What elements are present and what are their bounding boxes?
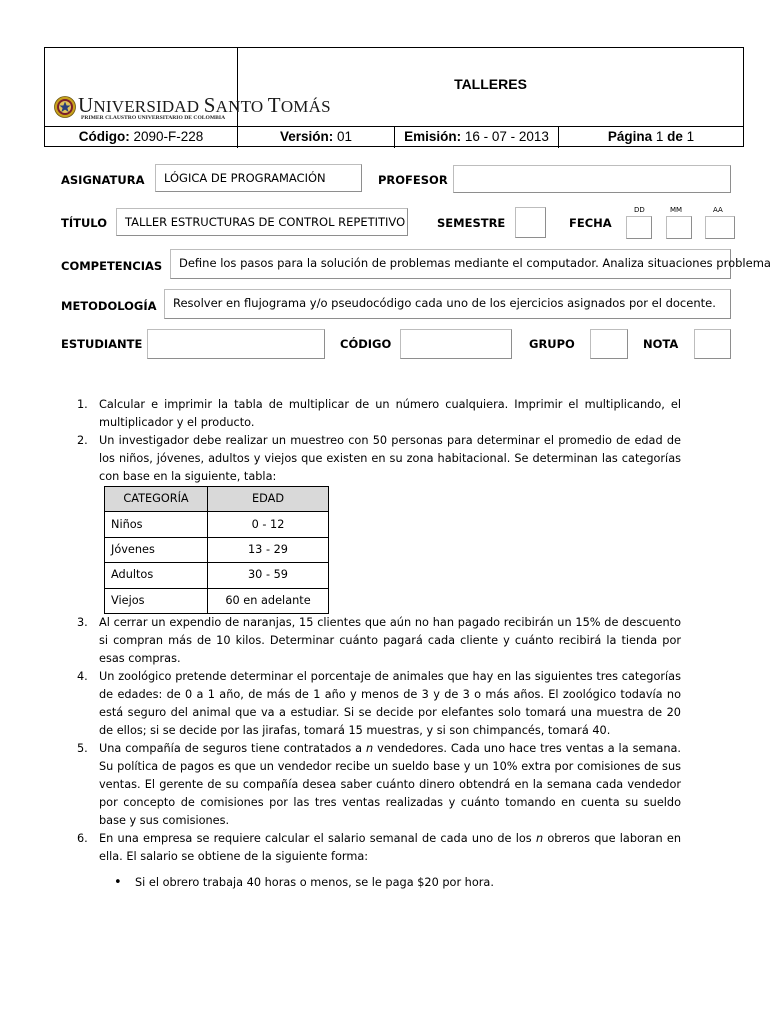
table-cell-age: 0 - 12 xyxy=(208,512,329,537)
header-title-cell xyxy=(238,48,743,126)
table-row xyxy=(105,512,329,537)
university-logo xyxy=(45,48,331,126)
codigo-label: CÓDIGO xyxy=(340,337,392,351)
bullet-icon: • xyxy=(114,874,122,890)
version-cell: Versión: 01 xyxy=(238,127,395,148)
asignatura-field[interactable]: LÓGICA DE PROGRAMACIÓN xyxy=(155,164,362,192)
exercise-6: 6. En una empresa se requiere calcular el salario semanal de cada uno de los n obreros que laboran en ella. El salario se obtiene de la siguiente forma: xyxy=(77,831,682,863)
codigo-field[interactable] xyxy=(400,329,512,359)
nota-label: NOTA xyxy=(643,337,679,351)
exercise-2-text: Un investigador debe realizar un muestreo con 50 personas para determinar el promedio de edad de los niños, jóvenes, adultos y viejos que existen en su zona habitacional. Se determinan las categorías con base en la siguiente, tabla: xyxy=(99,434,681,483)
fecha-mm-field[interactable] xyxy=(666,216,692,239)
table-cell-category: Adultos xyxy=(105,563,208,588)
semestre-label: SEMESTRE xyxy=(437,216,506,230)
table-cell-category: Viejos xyxy=(105,588,208,613)
table-cell-age: 60 en adelante xyxy=(208,588,329,613)
salary-rule-bullet xyxy=(77,874,681,892)
exercise-4-text: Un zoológico pretende determinar el porcentaje de animales que hay en las siguientes tres categorías de edades: de 0 a 1 año, de más de 1 año y menos de 3 y de 3 o más años. El zoológico todavía no está seguro del animal que va a estudiar. Si se decide por elefantes solo tomará una muestra de 20 de ellos; si se decide por las jirafas, tomará 15 muestras, y si son chimpancés, tomará 40. xyxy=(99,669,681,737)
fecha-aa-label: AA xyxy=(713,206,723,214)
table-header-edad: EDAD xyxy=(208,487,329,512)
competencias-field[interactable]: Define los pasos para la solución de problemas mediante el computador. Analiza situaciones problema xyxy=(170,249,731,279)
fecha-aa-field[interactable] xyxy=(705,216,735,239)
age-category-table xyxy=(104,486,329,614)
document-header xyxy=(44,47,744,147)
semestre-field[interactable] xyxy=(515,207,546,238)
header-info-row xyxy=(45,126,743,148)
codigo-cell: Código: 2090-F-228 xyxy=(45,127,238,148)
fecha-label: FECHA xyxy=(569,216,612,230)
variable-n: n xyxy=(535,831,544,845)
document-title: TALLERES xyxy=(454,76,527,92)
table-cell-age: 30 - 59 xyxy=(208,563,329,588)
estudiante-field[interactable] xyxy=(147,329,325,359)
estudiante-label: ESTUDIANTE xyxy=(61,337,143,351)
table-cell-category: Jóvenes xyxy=(105,537,208,562)
fecha-dd-label: DD xyxy=(634,206,645,214)
exercise-4: 4. Un zoológico pretende determinar el porcentaje de animales que hay en las siguientes tres categorías de edades: de 0 a 1 año, de más de 1 año y menos de 3 y de 3 o más años. El zoológico todavía no está seguro del animal que va a estudiar. Si se decide por elefantes solo tomará una muestra de 20 de ellos; si se decide por las jirafas, tomará 15 muestras, y si son chimpancés, tomará 40. xyxy=(77,669,681,737)
table-row xyxy=(105,563,329,588)
pagina-cell: Página 1 de 1 xyxy=(607,129,695,144)
exercise-3: 3. Al cerrar un expendio de naranjas, 15 clientes que aún no han pagado recibirán un 15% de descuento si compran más de 10 kilos. Determinar cuánto pagará cada cliente y cuánto recibirá la tienda por esas compras. xyxy=(77,615,681,665)
table-row xyxy=(105,588,329,613)
exercise-1: 1. Calcular e imprimir la tabla de multiplicar de un número cualquiera. Imprimir el multiplicando, el multiplicador y el producto. xyxy=(77,398,681,429)
nota-field[interactable] xyxy=(694,329,731,359)
fecha-dd-field[interactable] xyxy=(626,216,652,239)
competencias-label: COMPETENCIAS xyxy=(61,259,163,273)
exercise-5: 5. Una compañía de seguros tiene contratados a n vendedores. Cada uno hace tres ventas a la semana. Su política de pagos es que un vendedor recibe un sueldo base y un 10% extra por comisiones de sus ventas. El gerente de su compañía desea saber cuánto dinero obtendrá en la semana cada vendedor por concepto de comisiones por las tres ventas realizadas y cuánto tomando en cuenta su sueldo base y sus comisiones. xyxy=(77,741,682,827)
profesor-label: PROFESOR xyxy=(378,173,448,187)
table-row xyxy=(105,537,329,562)
titulo-field[interactable]: TALLER ESTRUCTURAS DE CONTROL REPETITIVO xyxy=(116,208,408,236)
table-header-categoria: CATEGORÍA xyxy=(105,487,208,512)
metodologia-field[interactable]: Resolver en flujograma y/o pseudocódigo cada uno de los ejercicios asignados por el docente. xyxy=(164,289,731,319)
fecha-mm-label: MM xyxy=(670,206,683,214)
grupo-label: GRUPO xyxy=(529,337,575,351)
variable-n: n xyxy=(366,741,374,755)
table-header-row xyxy=(105,487,329,512)
exercise-list xyxy=(77,396,681,892)
exercise-3-text: Al cerrar un expendio de naranjas, 15 clientes que aún no han pagado recibirán un 15% de descuento si compran más de 10 kilos. Determinar cuánto pagará cada cliente y cuánto recibirá la tienda por esas compras. xyxy=(99,615,681,665)
emision-cell: Emisión: 16 - 07 - 2013 xyxy=(395,127,559,148)
salary-rule-text: Si el obrero trabaja 40 horas o menos, se le paga $20 por hora. xyxy=(135,875,494,889)
university-subtitle: PRIMER CLAUSTRO UNIVERSITARIO DE COLOMBIA xyxy=(81,115,226,121)
asignatura-label: ASIGNATURA xyxy=(61,173,145,187)
grupo-field[interactable] xyxy=(590,329,628,359)
exercise-1-text: Calcular e imprimir la tabla de multiplicar de un número cualquiera. Imprimir el multiplicando, el multiplicador y el producto. xyxy=(99,398,681,429)
titulo-label: TÍTULO xyxy=(61,216,107,230)
metodologia-label: METODOLOGÍA xyxy=(61,299,157,313)
table-cell-age: 13 - 29 xyxy=(208,537,329,562)
university-name: UNIVERSIDAD SANTO TOMÁS xyxy=(78,93,331,117)
seal-icon xyxy=(54,96,76,118)
table-cell-category: Niños xyxy=(105,512,208,537)
exercise-2: 2. Un investigador debe realizar un muestreo con 50 personas para determinar el promedio de edad de los niños, jóvenes, adultos y viejos que existen en su zona habitacional. Se determinan las categorías con base en la siguiente, tabla: xyxy=(77,434,681,483)
profesor-field[interactable] xyxy=(453,165,731,193)
